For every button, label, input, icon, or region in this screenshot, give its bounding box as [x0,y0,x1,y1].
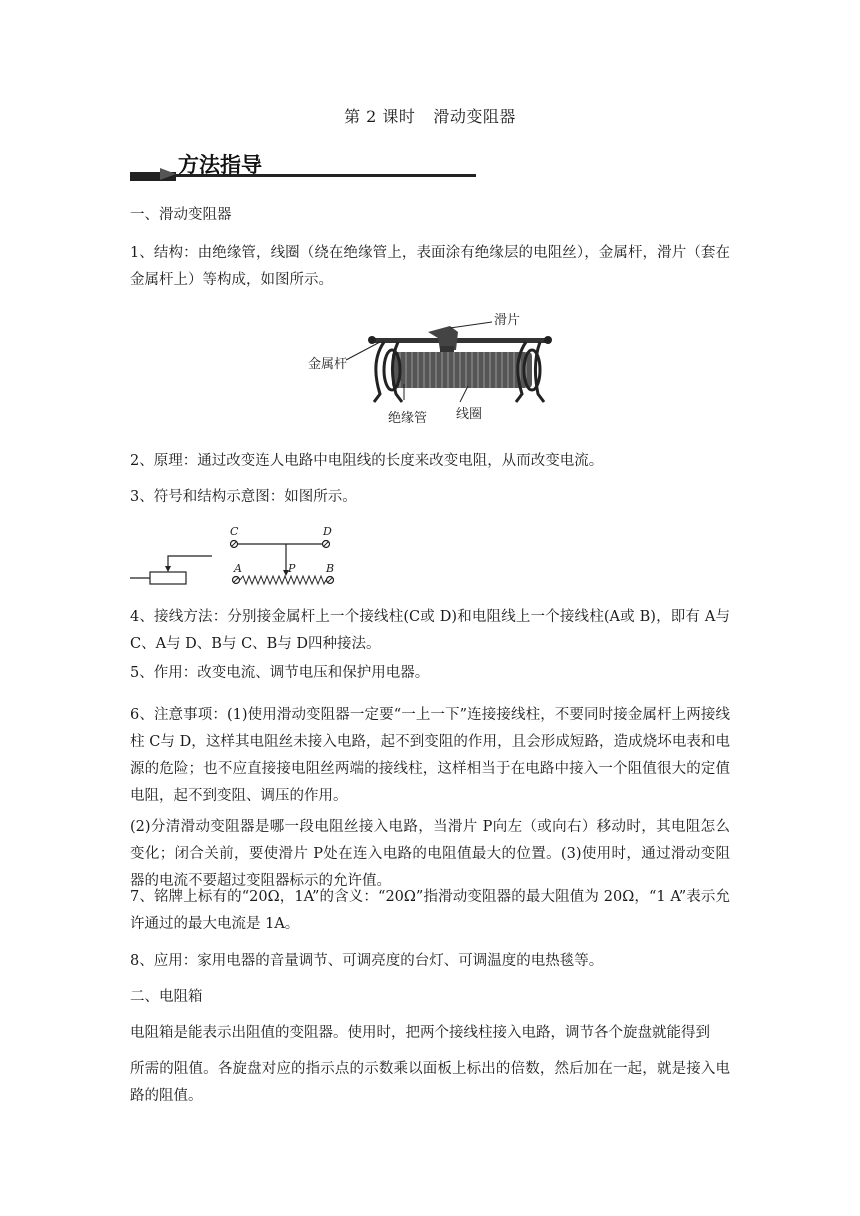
paragraph-precautions: 6、注意事项：(1)使用滑动变阻器一定要“一上一下”连接接线柱，不要同时接金属杆上两接线柱 C与 D，这样其电阻丝未接入电路，起不到变阻的作用，且会形成短路，造成烧坏电表和电源的危险；也不应直接接电阻丝两端的接线柱，这样相当于在电路中接入一个阻值很大的定值电阻，起不到变阻、调压的作用。 [130,707,730,804]
label-insulating-tube: 绝缘管 [388,411,428,426]
page-title [0,104,860,127]
slider-p: P [288,562,296,575]
paragraph-principle: 2、原理：通过改变连人电路中电阻线的长度来改变电阻，从而改变电流。 [130,453,604,469]
terminal-d: D [323,525,332,538]
terminal-b: B [326,562,335,575]
label-metal-rod: 金属杆 [308,357,348,372]
paragraph-function: 5、作用：改变电流、调节电压和保护用电器。 [130,665,430,681]
paragraph-resistance-box-2: 所需的阻值。各旋盘对应的指示点的示数乘以面板上标出的倍数，然后加在一起，就是接入电路的阻值。 [130,1061,730,1104]
lesson-topic: 滑动变阻器 [433,107,516,126]
label-coil: 线圈 [456,407,483,422]
paragraph-nameplate: 7、铭牌上标有的“20Ω，1A”的含义：“20Ω”指滑动变阻器的最大阻值为 20Ω，“1 A”表示允许通过的最大电流是 1A。 [130,889,730,932]
paragraph-structure: 1、结构：由绝缘管，线圈（绕在绝缘管上，表面涂有绝缘层的电阻丝），金属杆，滑片（套在金属杆上）等构成，如图所示。 [130,245,730,288]
paragraph-wiring: 4、接线方法：分别接金属杆上一个接线柱(C或 D)和电阻线上一个接线柱(A或 B)，即有 A与 C、A与 D、B与 C、B与 D四种接法。 [130,609,730,652]
paragraph-precautions-cont: (2)分清滑动变阻器是哪一段电阻丝接入电路，当滑片 P向左（或向右）移动时，其电阻怎么变化；闭合关前，要使滑片 P处在连入电路的电阻值最大的位置。(3)使用时，通过滑动变阻器的电流不要超过变阻器标示的允许值。 [130,819,730,889]
terminal-a: A [234,562,242,575]
section-heading-resistance-box: 二、电阻箱 [130,989,203,1005]
method-guide-banner [130,150,476,184]
section-heading-rheostat: 一、滑动变阻器 [130,207,232,223]
lesson-number: 第 2 课时 [344,107,416,126]
paragraph-resistance-box-1: 电阻箱是能表示出阻值的变阻器。使用时，把两个接线柱接入电路，调节各个旋盘就能得到 [130,1025,710,1041]
rheostat-symbol-diagram [128,522,348,588]
paragraph-application: 8、应用：家用电器的音量调节、可调亮度的台灯、可调温度的电热毯等。 [130,953,604,969]
rheostat-illustration [300,302,570,430]
banner-title: 方法指导 [178,153,262,177]
paragraph-symbol: 3、符号和结构示意图：如图所示。 [130,489,357,505]
terminal-c: C [230,525,239,538]
label-slider: 滑片 [494,313,521,328]
